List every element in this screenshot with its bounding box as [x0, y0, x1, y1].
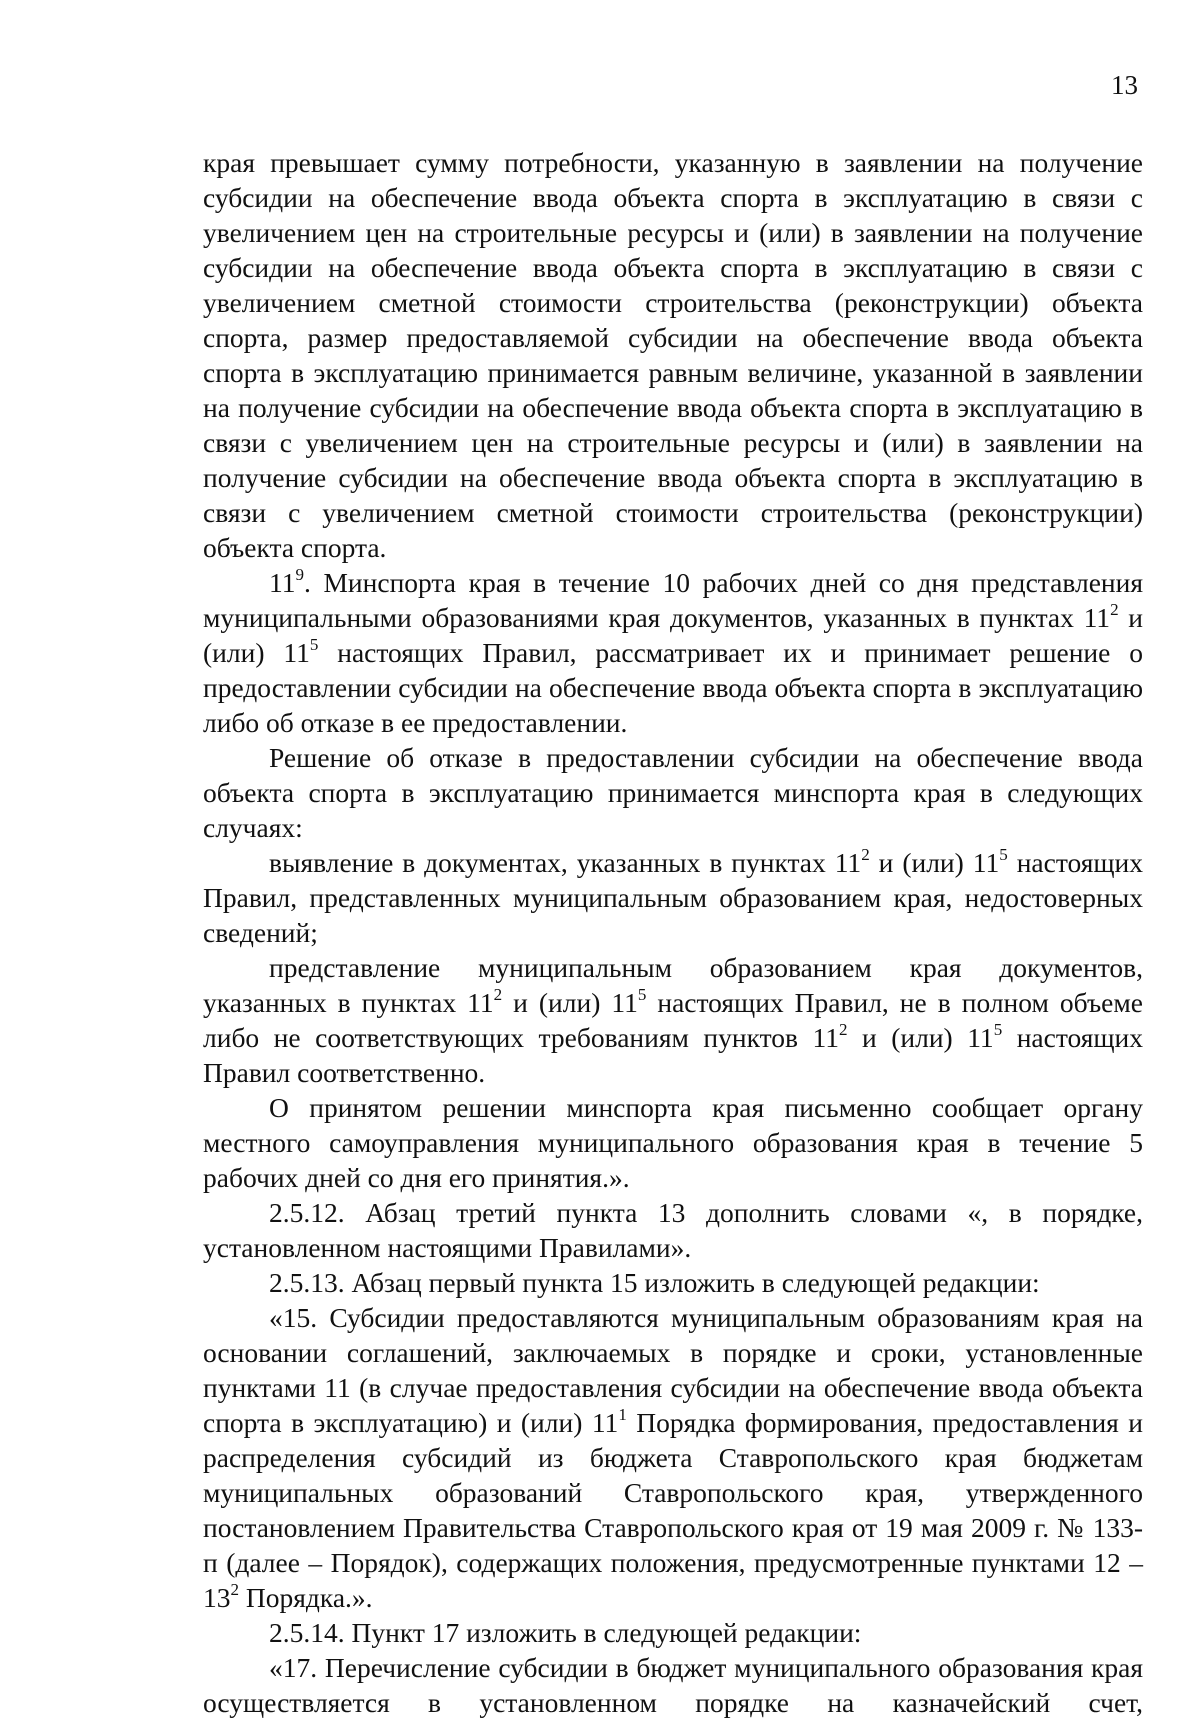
superscript: 2: [230, 1580, 240, 1600]
document-body: [203, 145, 1143, 1720]
superscript: 5: [309, 635, 319, 655]
superscript: 9: [295, 565, 304, 585]
superscript: 5: [999, 845, 1008, 865]
paragraph-1: края превышает сумму потребности, указанную в заявлении на получение субсидии на обеспечение ввода объекта спорта в эксплуатацию в связи с увеличением цен на строительные ресурсы и (или) в заявлении на получение субсидии на обеспечение ввода объекта спорта в эксплуатацию в связи с увеличением сметной стоимости строительства (реконструкции) объекта спорта, размер предоставляемой субсидии на обеспечение ввода объекта спорта в эксплуатацию принимается равным величине, указанной в заявлении на получение субсидии на обеспечение ввода объекта спорта в эксплуатацию в связи с увеличением цен на строительные ресурсы и (или) в заявлении на получение субсидии на обеспечение ввода объекта спорта в эксплуатацию в связи с увеличением сметной стоимости строительства (реконструкции) объекта спорта.: [203, 147, 1143, 563]
paragraph-10: 2.5.14. Пункт 17 изложить в следующей редакции:: [269, 1617, 862, 1648]
text-run: Порядка.».: [239, 1582, 373, 1613]
superscript: 1: [618, 1405, 627, 1425]
paragraph-8: 2.5.13. Абзац первый пункта 15 изложить в следующей редакции:: [269, 1267, 1040, 1298]
text-run: 11: [269, 567, 296, 598]
text-run: настоящих Правил, рассматривает их и принимает решение о предоставлении субсидии на обеспечение ввода объекта спорта в эксплуатацию либо об отказе в ее предоставлении.: [203, 637, 1143, 738]
paragraph-5: [203, 950, 1143, 1090]
paragraph-9: [203, 1300, 1143, 1615]
paragraph-7: 2.5.12. Абзац третий пункта 13 дополнить словами «, в порядке, установленном настоящими Правилами».: [203, 1197, 1143, 1263]
text-run: и (или) 11: [847, 1022, 994, 1053]
superscript: 5: [637, 985, 647, 1005]
superscript: 5: [993, 1020, 1003, 1040]
text-run: . Минспорта края в течение 10 рабочих дней со дня представления муниципальными образованиями края документов, указанных в пунктах 11: [203, 567, 1143, 633]
superscript: 2: [493, 985, 503, 1005]
paragraph-3: Решение об отказе в предоставлении субсидии на обеспечение ввода объекта спорта в эксплуатацию принимается минспорта края в следующих случаях:: [203, 742, 1143, 843]
paragraph-11: «17. Перечисление субсидии в бюджет муниципального образования края осуществляется в установленном порядке на казначейский счет,: [203, 1652, 1143, 1718]
paragraph-4: [203, 845, 1143, 950]
text-run: Порядка формирования, предоставления и распределения субсидий из бюджета Ставропольского края бюджетам муниципальных образований Ставропольского края, утвержденного постановлением Правительства Ставропольского края от 19 мая 2009 г. № 133-п (далее – Порядок), содержащих положения, предусмотренные пунктами 12 – 13: [203, 1407, 1143, 1613]
text-run: представление муниципальным образованием края документов, указанных в пунктах 11: [203, 952, 1143, 1018]
text-run: и (или) 11: [203, 602, 1143, 668]
text-run: настоящих Правил, не в полном объеме либо не соответствующих требованиям пунктов 11: [203, 987, 1144, 1053]
superscript: 2: [1110, 600, 1119, 620]
paragraph-2: [203, 565, 1143, 740]
superscript: 2: [861, 845, 870, 865]
text-run: и (или) 11: [502, 987, 638, 1018]
superscript: 2: [838, 1020, 848, 1040]
text-run: «15. Субсидии предоставляются муниципальным образованиям края на основании соглашений, заключаемых в порядке и сроки, установленные пунктами 11 (в случае предоставления субсидии на обеспечение ввода объекта спорта в эксплуатацию) и (или) 11: [203, 1302, 1143, 1438]
text-run: и (или) 11: [869, 847, 1000, 878]
text-run: настоящих Правил соответственно.: [203, 1022, 1144, 1088]
page-number: 13: [1111, 70, 1138, 100]
text-run: настоящих Правил, представленных муниципальным образованием края, недостоверных сведений;: [203, 847, 1144, 948]
text-run: выявление в документах, указанных в пунктах 11: [269, 847, 862, 878]
paragraph-6: О принятом решении минспорта края письменно сообщает органу местного самоуправления муниципального образования края в течение 5 рабочих дней со дня его принятия.».: [203, 1092, 1143, 1193]
